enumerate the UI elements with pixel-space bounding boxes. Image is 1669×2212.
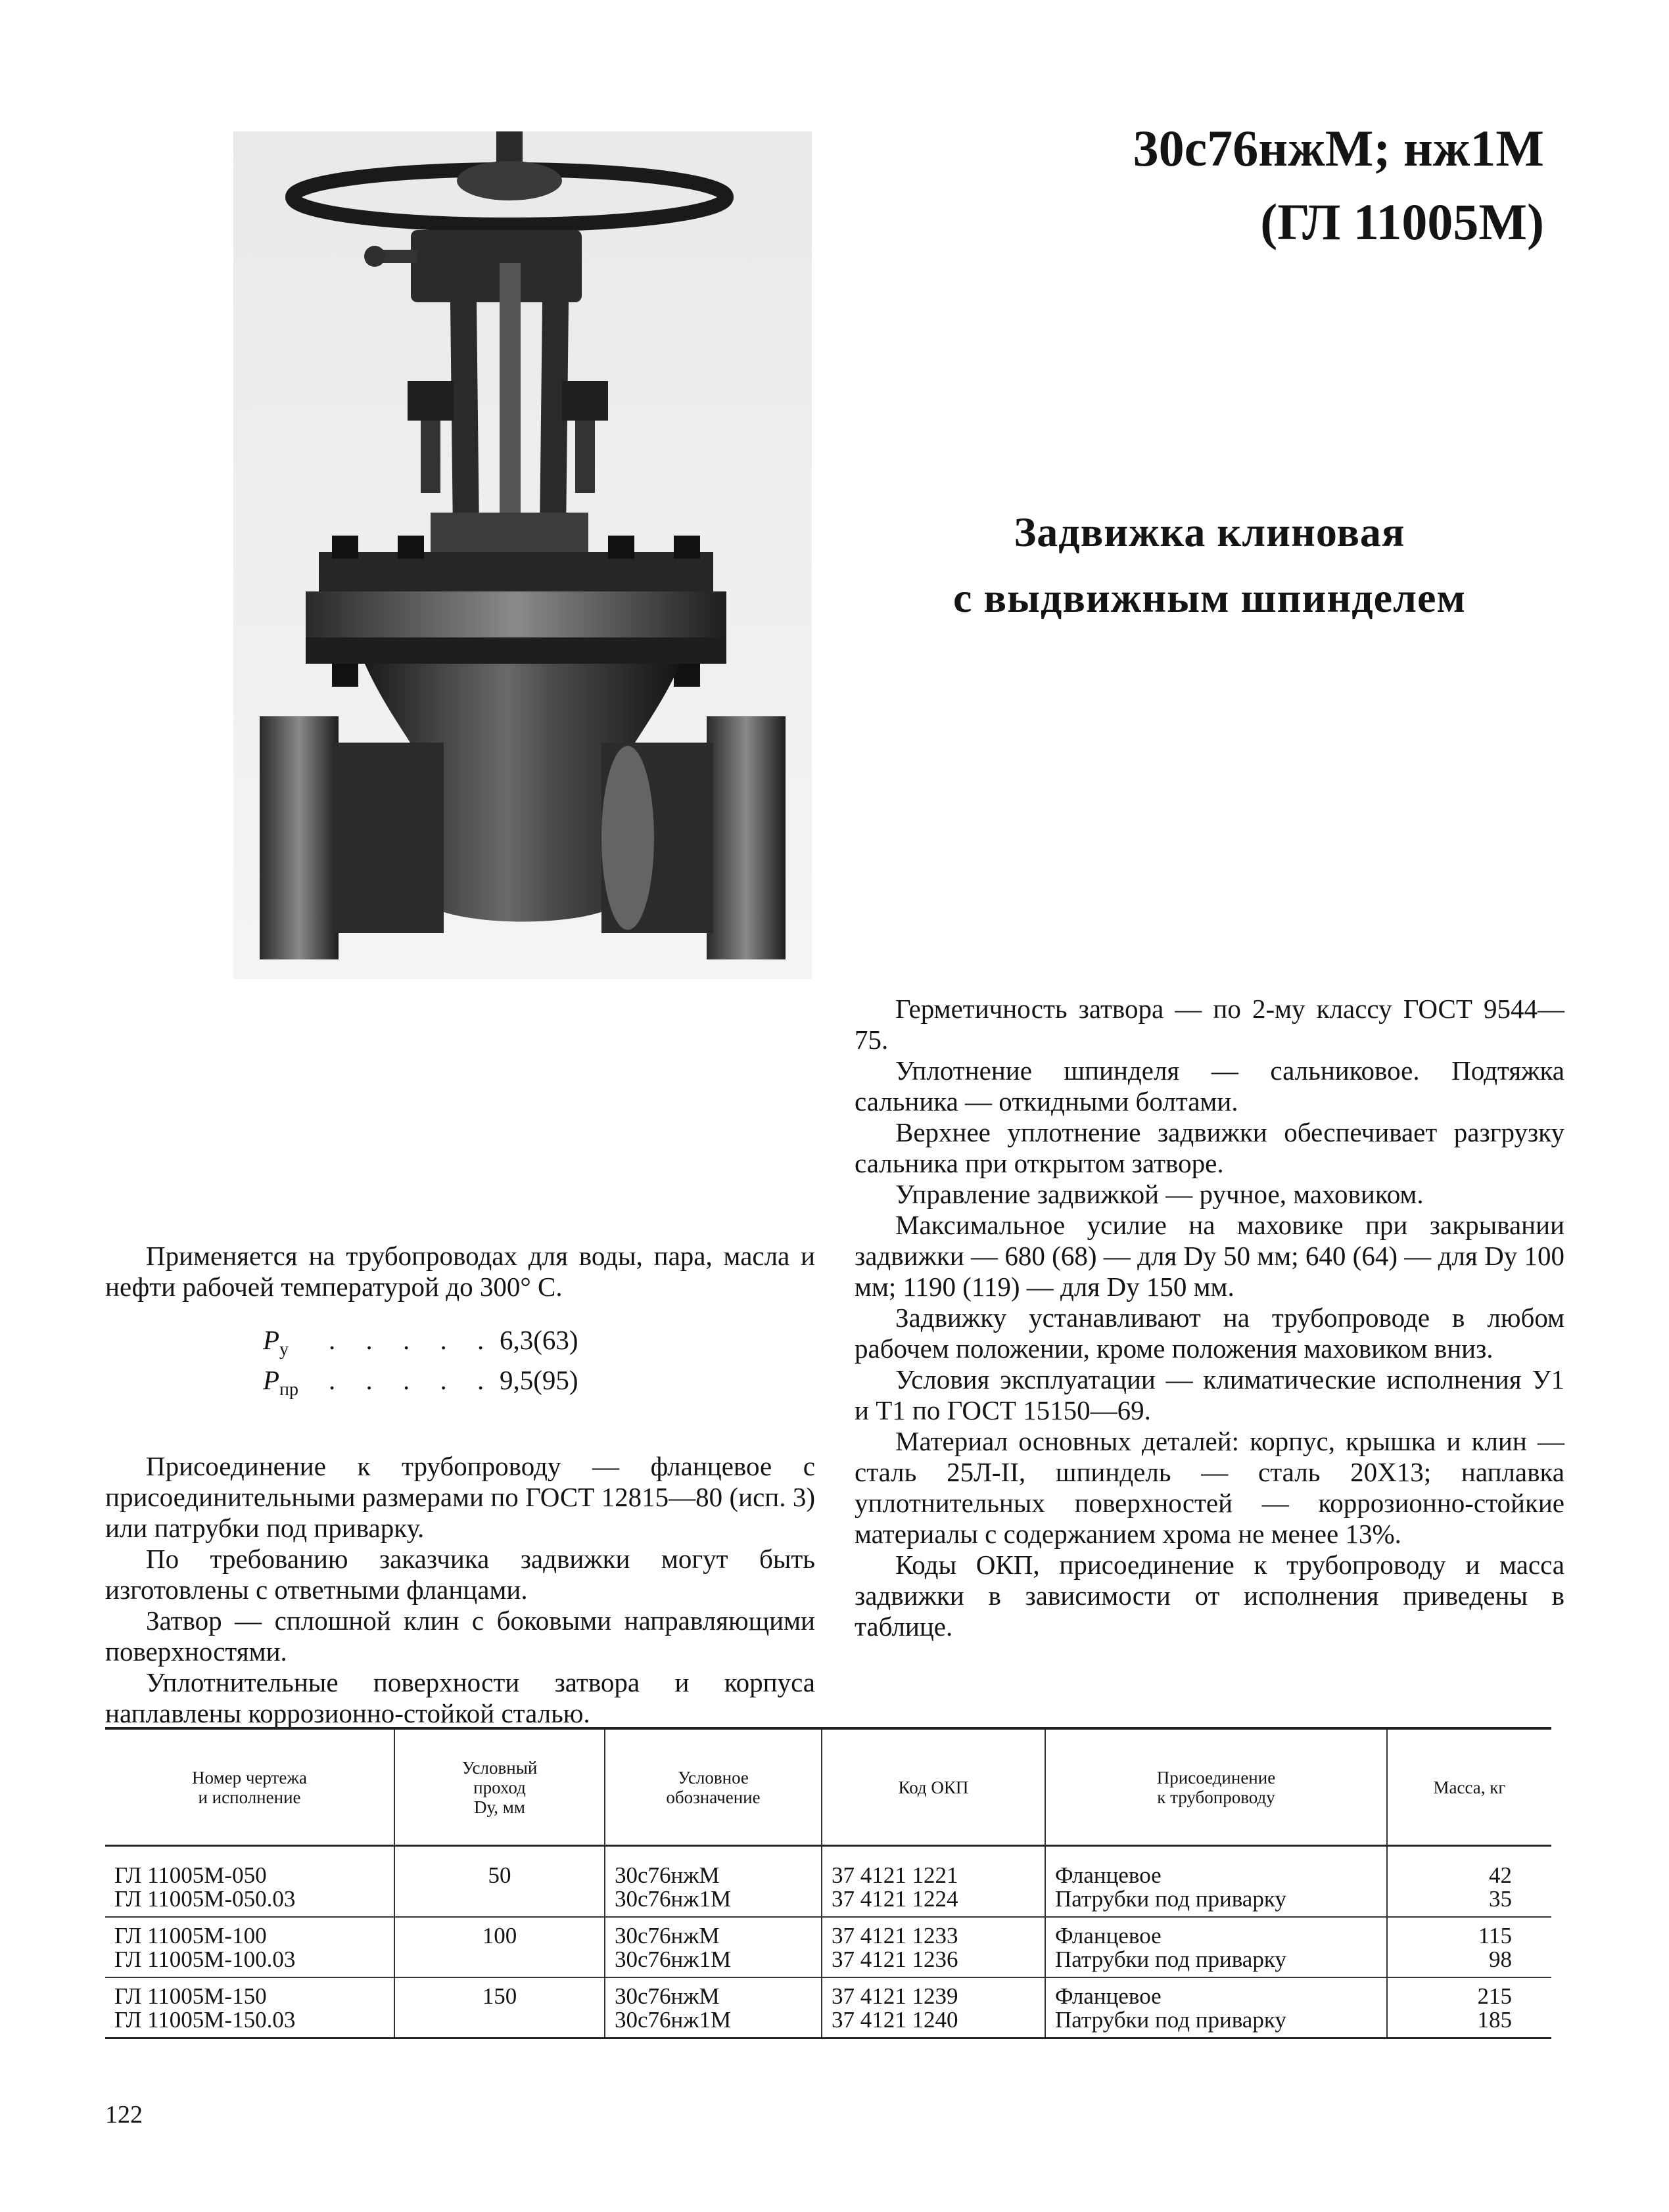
control-paragraph: Управление задвижкой — ручное, маховиком. [895, 1179, 1424, 1209]
table-reference-paragraph: Коды ОКП, присоединение к трубопроводу и масса задвижки в зависимости от исполнения приведены в таблице. [855, 1550, 1564, 1642]
header-nominal-diameter: Условный проход Dу, мм [394, 1728, 605, 1846]
page-number: 122 [105, 2101, 143, 2129]
tightness-paragraph: Герметичность затвора — по 2-му классу ГОСТ 9544—75. [855, 994, 1564, 1055]
climate-paragraph: Условия эксплуатации — климатические исполнения У1 и Т1 по ГОСТ 15150—69. [855, 1364, 1564, 1425]
cell-dn: 150 [394, 1977, 605, 2039]
sealing-surfaces-paragraph: Уплотнительные поверхности затвора и корпуса наплавлены коррозионно-стойкой сталью. [105, 1667, 815, 1729]
cell-connection: Фланцевое Патрубки под приварку [1045, 1917, 1387, 1977]
subtitle-line-2: с выдвижным шпинделем [953, 574, 1466, 621]
param-row-py [263, 1325, 815, 1365]
handwheel-force-paragraph: Максимальное усилие на маховике при закрывании задвижки — 680 (68) — для Dу 50 мм; 640 (64) — для Dу 100 мм; 1190 (119) — для Dу 150 мм. [855, 1210, 1564, 1302]
materials-paragraph: Материал основных деталей: корпус, крышка и клин — сталь 25Л-II, шпиндель — сталь 20Х13; наплавка уплотнительных поверхностей — коррозионно-стойкие материалы с содержанием хрома не менее 13%. [855, 1426, 1564, 1549]
header-mass: Масса, кг [1387, 1728, 1551, 1846]
cell-connection: Фланцевое Патрубки под приварку [1045, 1846, 1387, 1918]
cell-designation: 30с76нжМ 30с76нж1М [605, 1977, 822, 2039]
cell-drawing: ГЛ 11005М-100 ГЛ 11005М-100.03 [105, 1917, 394, 1977]
cell-dn: 50 [394, 1846, 605, 1918]
param-value: 6,3(63) [500, 1325, 578, 1355]
param-symbol: $P_{пр}$ [263, 1365, 299, 1400]
installation-paragraph: Задвижку устанавливают на трубопроводе в любом рабочем положении, кроме положения маховиком вниз. [855, 1302, 1564, 1364]
param-value: 9,5(95) [500, 1365, 578, 1396]
document-title [1133, 112, 1544, 259]
intro-paragraph: Применяется на трубопроводах для воды, пара, масла и нефти рабочей температурой до 300° С. [105, 1241, 815, 1302]
cell-okp: 37 4121 1221 37 4121 1224 [822, 1846, 1045, 1918]
table-row [105, 1846, 1551, 1918]
right-column [855, 994, 1564, 1642]
document-subtitle [855, 499, 1564, 631]
cell-mass: 115 98 [1387, 1917, 1551, 1977]
cell-dn: 100 [394, 1917, 605, 1977]
pressure-params [263, 1325, 815, 1405]
param-dots: . . . . . [329, 1325, 496, 1355]
back-seal-paragraph: Верхнее уплотнение задвижки обеспечивает разгрузку сальника при открытом затворе. [855, 1117, 1564, 1178]
specs-table [105, 1727, 1551, 2039]
cell-designation: 30с76нжМ 30с76нж1М [605, 1917, 822, 1977]
cell-okp: 37 4121 1239 37 4121 1240 [822, 1977, 1045, 2039]
cell-designation: 30с76нжМ 30с76нж1М [605, 1846, 822, 1918]
param-dots: . . . . . [329, 1365, 496, 1396]
cell-okp: 37 4121 1233 37 4121 1236 [822, 1917, 1045, 1977]
header-okp: Код ОКП [822, 1728, 1045, 1846]
connection-paragraph: Присоединение к трубопроводу — фланцевое с присоединительными размерами по ГОСТ 12815—80 (исп. 3) или патрубки под приварку. [105, 1451, 815, 1544]
param-symbol: $P_у$ [263, 1325, 289, 1360]
subtitle-line-1: Задвижка клиновая [1014, 509, 1405, 555]
gate-paragraph: Затвор — сплошной клин с боковыми направляющими поверхностями. [105, 1605, 815, 1667]
flanges-paragraph: По требованию заказчика задвижки могут быть изготовлены с ответными фланцами. [105, 1544, 815, 1605]
title-line-1: 30с76нжМ; нж1М [1133, 120, 1544, 177]
cell-drawing: ГЛ 11005М-050 ГЛ 11005М-050.03 [114, 1862, 296, 1912]
cell-mass: 215 185 [1387, 1977, 1551, 2039]
cell-connection: Фланцевое Патрубки под приварку [1045, 1977, 1387, 2039]
left-column [105, 1241, 815, 1729]
table-row [105, 1977, 1551, 2039]
valve-photo [233, 131, 812, 979]
stem-seal-paragraph: Уплотнение шпинделя — сальниковое. Подтяжка сальника — откидными болтами. [855, 1055, 1564, 1117]
cell-mass: 42 35 [1387, 1846, 1551, 1918]
title-line-2: (ГЛ 11005М) [1260, 193, 1544, 250]
table-header-row [105, 1728, 1551, 1846]
header-drawing: Номер чертежа и исполнение [105, 1728, 394, 1846]
header-designation: Условное обозначение [605, 1728, 822, 1846]
cell-drawing: ГЛ 11005М-150 ГЛ 11005М-150.03 [105, 1977, 394, 2039]
table-row [105, 1917, 1551, 1977]
header-connection: Присоединение к трубопроводу [1045, 1728, 1387, 1846]
param-row-ppr [263, 1365, 815, 1405]
